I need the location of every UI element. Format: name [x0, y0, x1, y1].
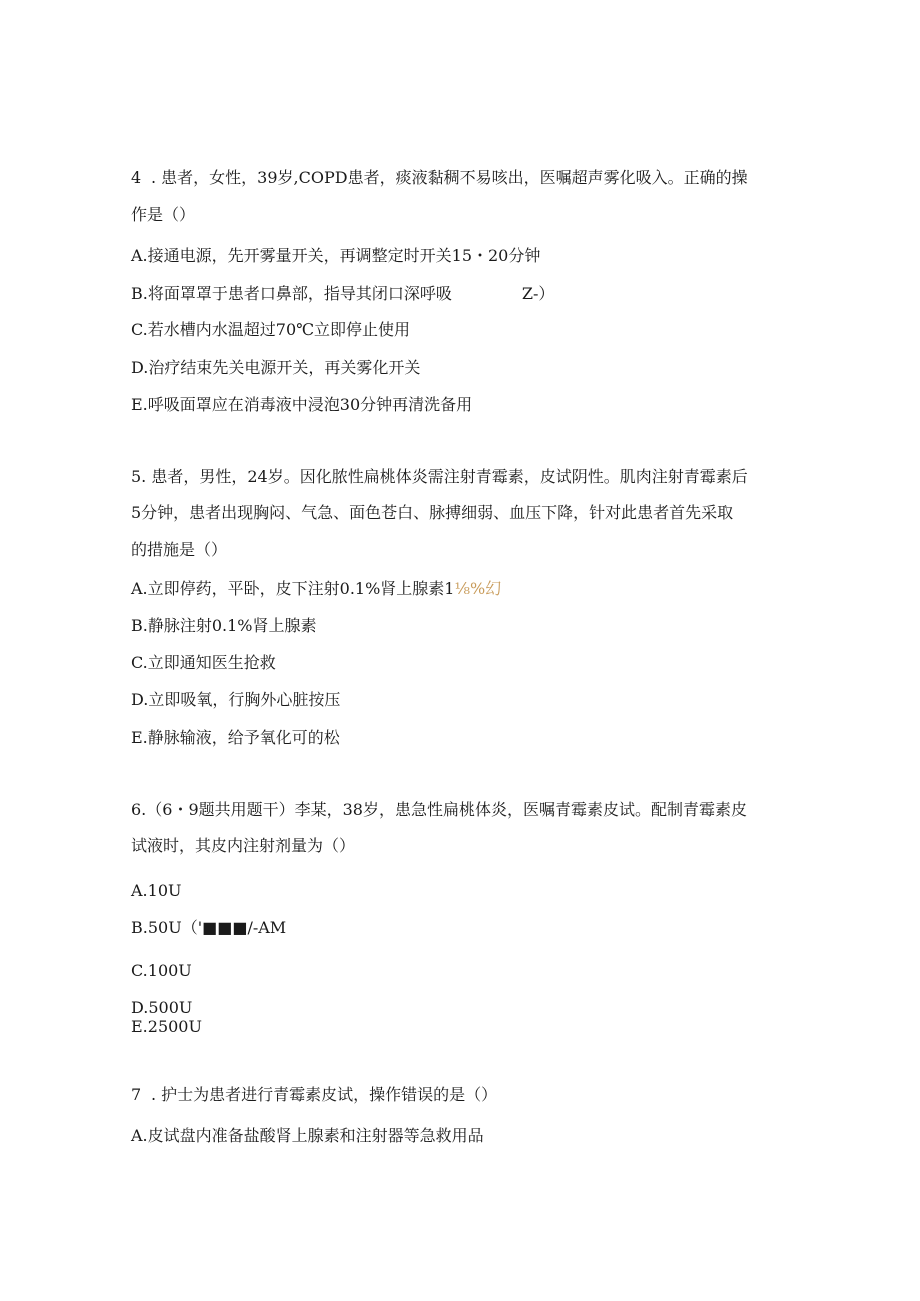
q4-option-d: D.治疗结束先关电源开关，再关雾化开关 — [131, 358, 421, 377]
q6-option-e: E.2500U — [131, 1017, 202, 1036]
q5-option-e: E.静脉输液，给予氧化可的松 — [131, 728, 340, 747]
q5-stem-line-1: 5. 患者，男性，24岁。因化脓性扁桃体炎需注射青霉素，皮试阴性。肌肉注射青霉素后 — [131, 467, 748, 486]
q6-stem-line-1: 6.（6・9题共用题干）李某，38岁，患急性扁桃体炎，医嘱青霉素皮试。配制青霉素皮 — [131, 800, 747, 819]
q4-option-a: A.接通电源，先开雾量开关，再调整定时开关15・20分钟 — [131, 246, 541, 265]
q4-option-e: E.呼吸面罩应在消毒液中浸泡30分钟再清洗备用 — [131, 395, 473, 414]
q5-option-b: B.静脉注射0.1%肾上腺素 — [131, 616, 317, 635]
q4-stem-line-2: 作是（） — [131, 205, 196, 224]
q5-stem-line-2: 5分钟，患者出现胸闷、气急、面色苍白、脉搏细弱、血压下降，针对此患者首先采取 — [131, 503, 734, 522]
q5-option-a — [131, 579, 501, 599]
q7-number: 7 — [131, 1085, 142, 1104]
q6-option-d: D.500U — [131, 998, 193, 1017]
q6-option-c: C.100U — [131, 961, 192, 980]
q7-option-a: A.皮试盘内准备盐酸肾上腺素和注射器等急救用品 — [131, 1126, 484, 1145]
q4-stem-text-1: . 患者，女性，39岁,COPD患者，痰液黏稠不易咳出，医嘱超声雾化吸入。正确的操 — [151, 168, 748, 187]
q7-stem-line-1 — [131, 1085, 497, 1105]
q6-stem-line-2: 试液时，其皮内注射剂量为（） — [131, 836, 356, 855]
q5-option-a-text: A.立即停药，平卧，皮下注射0.1%肾上腺素1 — [131, 579, 455, 598]
q6-option-b: B.50U（'■■■/-AM — [131, 918, 287, 937]
q4-option-b — [131, 284, 554, 304]
q5-option-a-tail: ⅛%幻 — [454, 579, 502, 598]
q4-option-b-text: B.将面罩罩于患者口鼻部，指导其闭口深呼吸 — [131, 284, 452, 303]
q4-stem-line-1 — [131, 168, 748, 188]
q5-option-c: C.立即通知医生抢救 — [131, 653, 276, 672]
q5-option-d: D.立即吸氧，行胸外心脏按压 — [131, 690, 341, 709]
q5-stem-line-3: 的措施是（） — [131, 540, 228, 559]
q4-option-b-tail: Z-） — [521, 284, 555, 303]
q6-option-a: A.10U — [131, 881, 182, 900]
q4-number: 4 — [131, 168, 142, 187]
q4-option-c: C.若水槽内水温超过70℃立即停止使用 — [131, 320, 411, 339]
q7-stem-text-1: . 护士为患者进行青霉素皮试，操作错误的是（） — [151, 1085, 498, 1104]
